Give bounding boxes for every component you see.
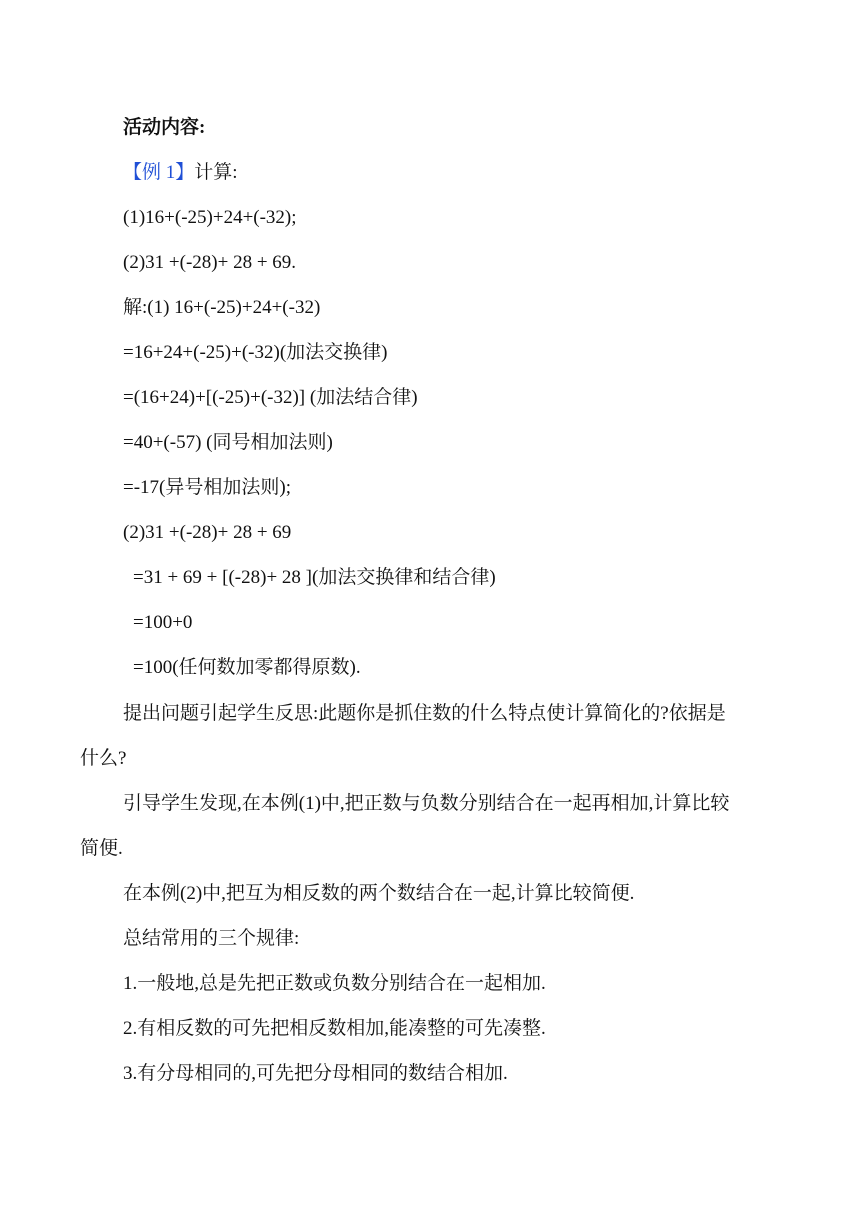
solution-line: =31 + 69 + [(-28)+ 28 ](加法交换律和结合律) [133, 567, 496, 588]
solution-line: =16+24+(-25)+(-32)(加法交换律) [123, 342, 388, 363]
summary-heading: 总结常用的三个规律: [123, 928, 300, 949]
solution-line: =(16+24)+[(-25)+(-32)] (加法结合律) [123, 387, 418, 408]
example-2-paragraph: 在本例(2)中,把互为相反数的两个数结合在一起,计算比较简便. [123, 883, 635, 904]
solution-line: =100+0 [133, 612, 193, 633]
example-1-title [123, 161, 238, 185]
question-paragraph-line: 提出问题引起学生反思:此题你是抓住数的什么特点使计算简化的?依据是 [123, 703, 726, 724]
solution-line: =40+(-57) (同号相加法则) [123, 432, 333, 453]
problem-2: (2)31 +(-28)+ 28 + 69. [123, 252, 297, 273]
problem-1: (1)16+(-25)+24+(-32); [123, 207, 297, 228]
solution-line: 解:(1) 16+(-25)+24+(-32) [123, 297, 321, 318]
rule-item: 2.有相反数的可先把相反数相加,能凑整的可先凑整. [123, 1018, 546, 1039]
rule-item: 3.有分母相同的,可先把分母相同的数结合相加. [123, 1063, 508, 1084]
guide-paragraph-line: 简便. [80, 838, 123, 859]
example-label: 【例 1】 [123, 162, 195, 183]
solution-line: (2)31 +(-28)+ 28 + 69 [123, 522, 292, 543]
activity-heading: 活动内容: [123, 117, 206, 138]
solution-line: =100(任何数加零都得原数). [133, 657, 361, 678]
question-paragraph-line: 什么? [80, 748, 127, 769]
rule-item: 1.一般地,总是先把正数或负数分别结合在一起相加. [123, 973, 546, 994]
solution-line: =-17(异号相加法则); [123, 477, 291, 498]
example-prompt: 计算: [194, 162, 238, 183]
guide-paragraph-line: 引导学生发现,在本例(1)中,把正数与负数分别结合在一起再相加,计算比较 [123, 793, 730, 814]
